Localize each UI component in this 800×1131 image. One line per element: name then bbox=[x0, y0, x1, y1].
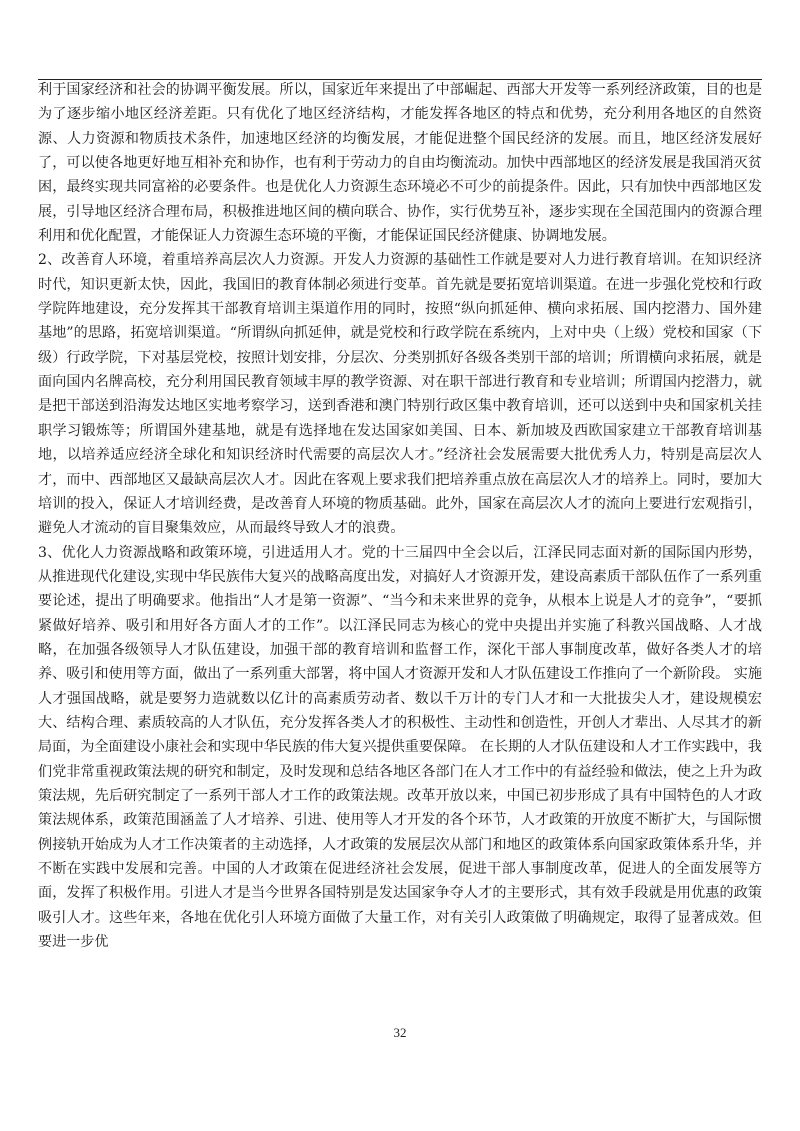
document-body bbox=[38, 78, 762, 954]
paragraph-regional-economy: 利于国家经济和社会的协调平衡发展。所以，国家近年来提出了中部崛起、西部大开发等一系列经济政策，目的也是为了逐步缩小地区经济差距。只有优化了地区经济结构，才能发挥各地区的特点和优势，充分利用各地区的自然资源、人力资源和物质技术条件，加速地区经济的均衡发展，才能促进整个国民经济的发展。而且，地区经济发展好了，可以使各地更好地互相补充和协作，也有利于劳动力的自由均衡流动。加快中西部地区的经济发展是我国消灭贫困，最终实现共同富裕的必要条件。也是优化人力资源生态环境必不可少的前提条件。因此，只有加快中西部地区发展，引导地区经济合理布局，积极推进地区间的横向联合、协作，实行优势互补，逐步实现在全国范围内的资源合理利用和优化配置，才能保证人力资源生态环境的平衡，才能保证国民经济健康、协调地发展。 bbox=[38, 82, 762, 245]
paragraph-education-environment: 2、改善育人环境，着重培养高层次人力资源。开发人力资源的基础性工作就是要对人力进行教育培训。在知识经济时代，知识更新太快，因此，我国旧的教育体制必须进行变革。首先就是要拓宽培训渠道。在进一步强化党校和行政学院阵地建设，充分发挥其干部教育培训主渠道作用的同时，按照“纵向抓延伸、横向求拓展、国内挖潜力、国外建基地”的思路，拓宽培训渠道。“所谓纵向抓延伸，就是党校和行政学院在系统内，上对中央（上级）党校和国家（下级）行政学院，下对基层党校，按照计划安排，分层次、分类别抓好各级各类别干部的培训；所谓横向求拓展，就是面向国内名牌高校，充分利用国民教育领域丰厚的教学资源、对在职干部进行教育和专业培训；所谓国内挖潜力，就是把干部送到沿海发达地区实地考察学习，送到香港和澳门特别行政区集中教育培训，还可以送到中央和国家机关挂职学习锻炼等；所谓国外建基地，就是有选择地在发达国家如美国、日本、新加坡及西欧国家建立干部教育培训基地，以培养适应经济全球化和知识经济时代需要的高层次人才。”经济社会发展需要大批优秀人力，特别是高层次人才，而中、西部地区又最缺高层次人才。因此在客观上要求我们把培养重点放在高层次人才的培养上。同时，要加大培训的投入，保证人才培训经费，是改善育人环境的物质基础。此外，国家在高层次人才的流向上要进行宏观指引，避免人才流动的盲目聚集效应，从而最终导致人才的浪费。 bbox=[38, 252, 762, 537]
page-number: 32 bbox=[393, 1025, 407, 1040]
paragraph-talent-policy: 3、优化人力资源战略和政策环境，引进适用人才。党的十三届四中全会以后，江泽民同志面对新的国际国内形势，从推进现代化建设,实现中华民族伟大复兴的战略高度出发，对搞好人才资源开发，建设高素质干部队伍作了一系列重要论述，提出了明确要求。他指出“人才是第一资源”、“当今和未来世界的竞争，从根本上说是人才的竞争”，“要抓紧做好培养、吸引和用好各方面人才的工作”。以江泽民同志为核心的党中央提出并实施了科教兴国战略、人才战略，在加强各级领导人才队伍建设，加强干部的教育培训和监督工作，深化干部人事制度改革，做好各类人才的培养、吸引和使用等方面，做出了一系列重大部署，将中国人才资源开发和人才队伍建设工作推向了一个新阶段。 实施人才强国战略，就是要努力造就数以亿计的高素质劳动者、数以千万计的专门人才和一大批拔尖人才，建设规模宏大、结构合理、素质较高的人才队伍，充分发挥各类人才的积极性、主动性和创造性，开创人才辈出、人尽其才的新局面，为全面建设小康社会和实现中华民族的伟大复兴提供重要保障。 在长期的人才队伍建设和人才工作实践中，我们党非常重视政策法规的研究和制定，及时发现和总结各地区各部门在人才工作中的有益经验和做法，使之上升为政策法规，先后研究制定了一系列干部人才工作的政策法规。改革开放以来，中国已初步形成了具有中国特色的人才政策法规体系，政策范围涵盖了人才培养、引进、使用等人才开发的各个环节，人才政策的开放度不断扩大，与国际惯例接轨开始成为人才工作决策者的主动选择，人才政策的发展层次从部门和地区的政策体系向国家政策体系升华，并不断在实践中发展和完善。中国的人才政策在促进经济社会发展，促进干部人事制度改革，促进人的全面发展等方面，发挥了积极作用。引进人才是当今世界各国特别是发达国家争夺人才的主要形式，其有效手段就是用优惠的政策吸引人才。这些年来，各地在优化引人环境方面做了大量工作，对有关引人政策做了明确规定，取得了显著成效。但要进一步优 bbox=[38, 544, 762, 951]
